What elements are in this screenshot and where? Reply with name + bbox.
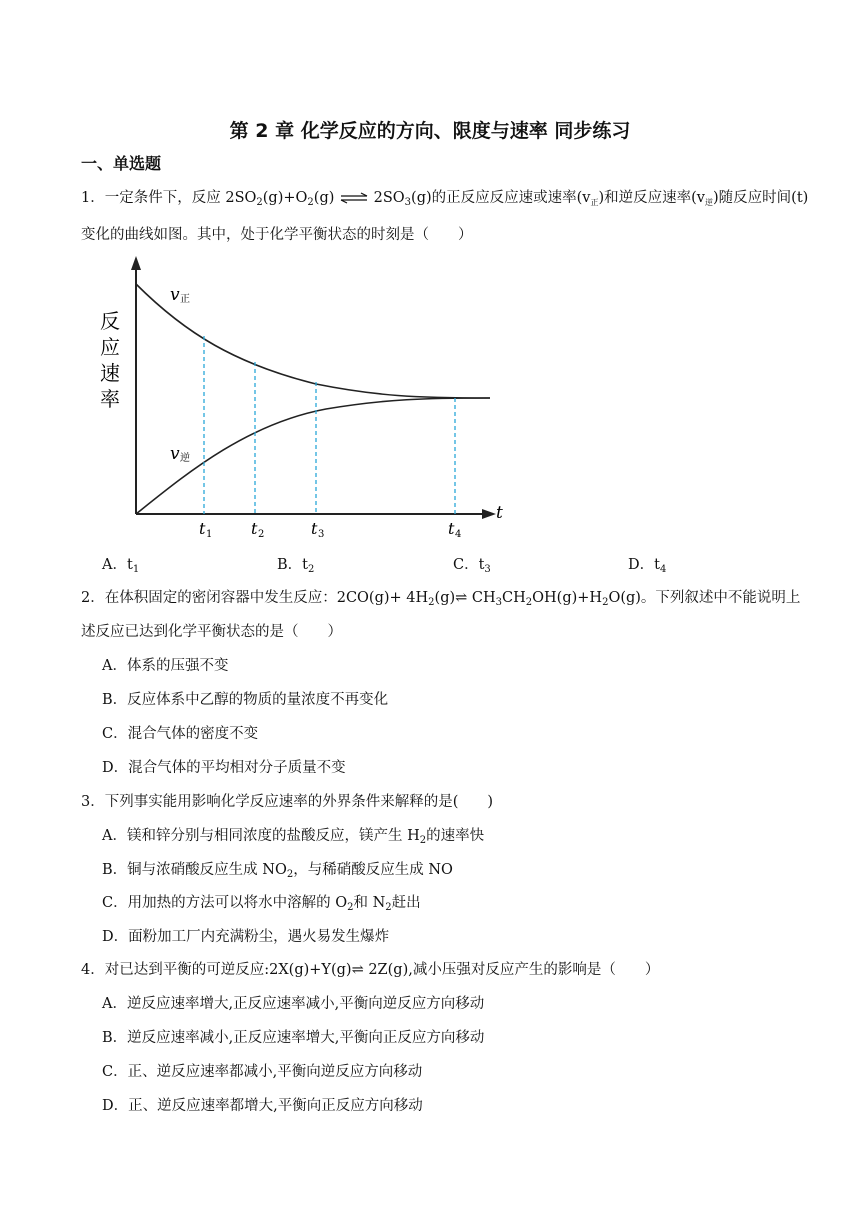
tick-sub: 4 — [455, 529, 462, 540]
q3-option-d[interactable]: D．面粉加工厂内充满粉尘，遇火易发生爆炸 — [102, 929, 390, 945]
page-title: 第 2 章 化学反应的方向、限度与速率 同步练习 — [229, 120, 631, 142]
q1-option-c[interactable]: C．$t_3$ — [453, 557, 491, 575]
q3-option-a[interactable]: A．镁和锌分别与相同浓度的盐酸反应，镁产生 $H_2$的速率快 — [102, 828, 485, 846]
q4-option-a[interactable]: A．逆反应速率增大,正反应速率减小,平衡向逆反应方向移动 — [102, 996, 485, 1012]
tick-label-t1: t — [199, 519, 206, 538]
q1-stem-line1: 1．一定条件下，反应 $2SO_2(g)+O_2(g)$ $2SO_3(g)$的正反应反应速或速率$(v_正)$和逆反应速率$(v_逆)$随反应时间(t) — [81, 190, 809, 208]
q2-option-b[interactable]: B．反应体系中乙醇的物质的量浓度不再变化 — [102, 692, 389, 708]
tick-sub: 2 — [258, 529, 265, 540]
forward-curve-sub: 正 — [180, 294, 190, 305]
tick-label-t4: t — [448, 519, 455, 538]
q2-option-a[interactable]: A．体系的压强不变 — [102, 658, 229, 674]
y-axis-arrow-icon — [131, 256, 141, 270]
q4-stem: 4．对已达到平衡的可逆反应:2X(g)+Y(g)⇌ 2Z(g),减小压强对反应产生的影响是（ ） — [81, 962, 660, 978]
ylabel-char: 速 — [100, 361, 120, 385]
q1-option-b[interactable]: B．$t_2$ — [277, 557, 315, 575]
section-heading: 一、单选题 — [81, 154, 162, 173]
ylabel-char: 应 — [100, 335, 120, 359]
q4-option-d[interactable]: D．正、逆反应速率都增大,平衡向正反应方向移动 — [102, 1098, 423, 1114]
q3-option-c[interactable]: C．用加热的方法可以将水中溶解的 $O_2$和 $N_2$赶出 — [102, 895, 421, 913]
q2-option-c[interactable]: C．混合气体的密度不变 — [102, 726, 259, 742]
forward-curve-label: v — [170, 285, 180, 305]
rate-time-graph — [96, 254, 526, 544]
q1-option-d[interactable]: D．$t_4$ — [628, 557, 667, 575]
q3-option-b[interactable]: B．铜与浓硝酸反应生成 $NO_2$，与稀硝酸反应生成 NO — [102, 862, 453, 880]
q2-stem-line1: 2．在体积固定的密闭容器中发生反应：$2CO(g)+ 4H_2(g)\rightleftharpoons$ $CH_3CH_2OH(g)+H_2O(g)$。下列叙述中不能说明上 — [81, 590, 801, 608]
x-axis-label: t — [496, 503, 503, 523]
reversible-arrow-icon — [339, 192, 369, 204]
tick-label-t2: t — [251, 519, 258, 538]
tick-sub: 3 — [318, 529, 325, 540]
ylabel-char: 率 — [100, 387, 120, 411]
q1-option-a[interactable]: A．$t_1$ — [102, 557, 140, 575]
q2-stem-line2: 述反应已达到化学平衡状态的是（ ） — [81, 624, 342, 640]
x-axis-arrow-icon — [482, 509, 496, 519]
q2-option-d[interactable]: D．混合气体的平均相对分子质量不变 — [102, 760, 346, 776]
q3-stem: 3．下列事实能用影响化学反应速率的外界条件来解释的是( ) — [81, 794, 494, 810]
q4-option-b[interactable]: B．逆反应速率减小,正反应速率增大,平衡向正反应方向移动 — [102, 1030, 485, 1046]
reverse-curve-sub: 逆 — [180, 453, 190, 464]
q1-stem-line2: 变化的曲线如图。其中，处于化学平衡状态的时刻是（ ） — [81, 227, 473, 243]
reverse-curve-label: v — [170, 444, 180, 464]
tick-label-t3: t — [311, 519, 318, 538]
q4-option-c[interactable]: C．正、逆反应速率都减小,平衡向逆反应方向移动 — [102, 1064, 423, 1080]
tick-sub: 1 — [206, 529, 213, 540]
ylabel-char: 反 — [100, 309, 120, 333]
